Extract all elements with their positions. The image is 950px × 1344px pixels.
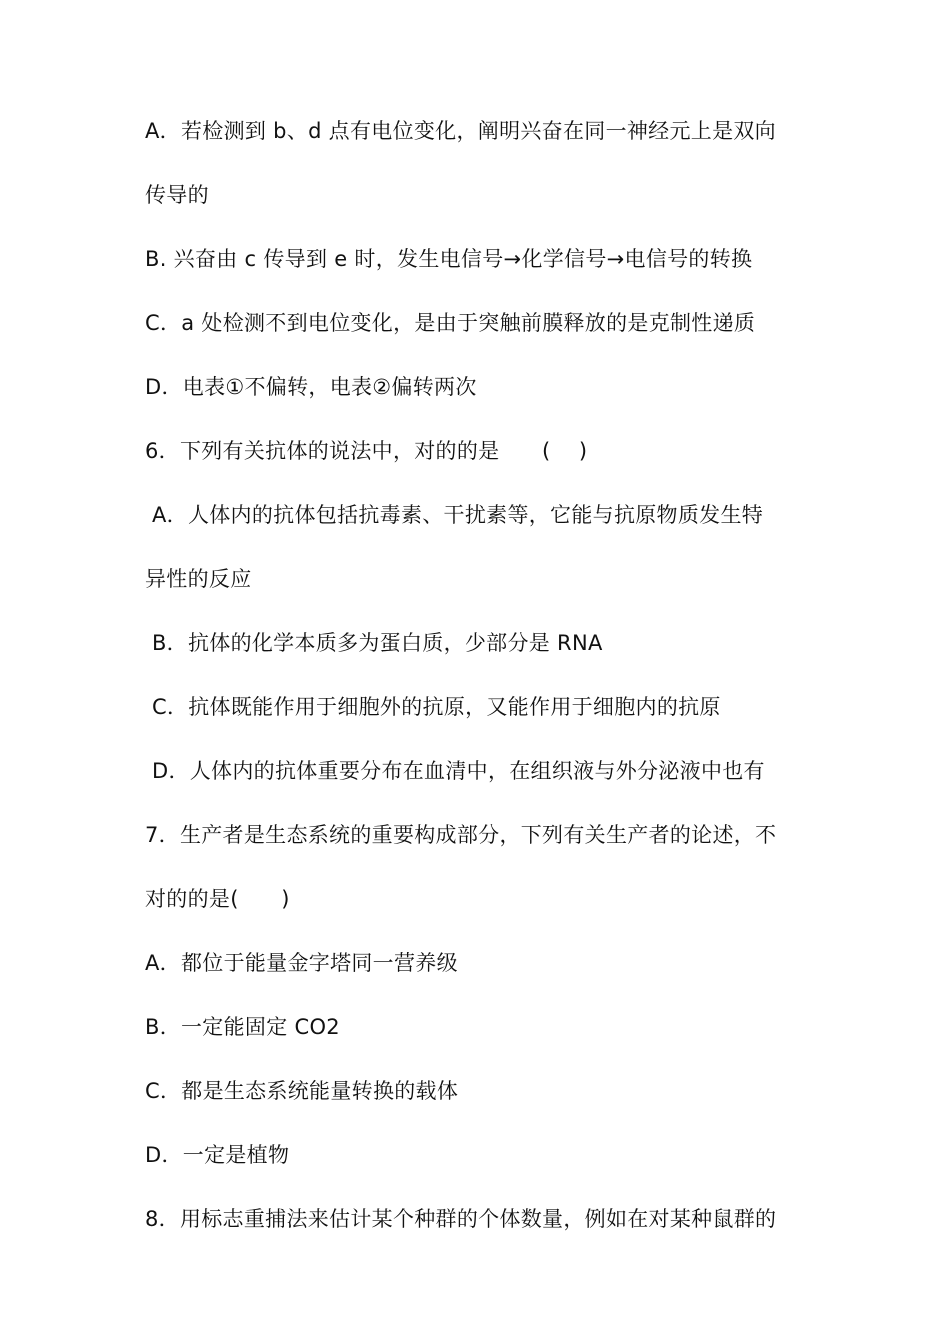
- option-a-q6-line2: 异性的反应: [145, 567, 252, 591]
- option-d-q7: D．一定是植物: [145, 1143, 290, 1167]
- question-7-line1: 7．生产者是生态系统的重要构成部分，下列有关生产者的论述，不: [145, 823, 777, 847]
- option-d-q5: D．电表①不偏转，电表②偏转两次: [145, 375, 477, 399]
- option-d-q6: D．人体内的抗体重要分布在血清中，在组织液与外分泌液中也有: [145, 759, 765, 783]
- option-b-q6: B．抗体的化学本质多为蛋白质，少部分是 RNA: [145, 631, 603, 655]
- option-c-q5: C．a 处检测不到电位变化，是由于突触前膜释放的是克制性递质: [145, 311, 756, 335]
- option-a-q5-line2: 传导的: [145, 183, 209, 207]
- option-b-q7: B．一定能固定 CO2: [145, 1015, 340, 1039]
- option-a-q6-line1: A．人体内的抗体包括抗毒素、干扰素等，它能与抗原物质发生特: [145, 503, 764, 527]
- question-8-line1: 8．用标志重捕法来估计某个种群的个体数量，例如在对某种鼠群的: [145, 1207, 777, 1231]
- option-a-q7: A．都位于能量金字塔同一营养级: [145, 951, 458, 975]
- option-a-q5-line1: A．若检测到 b、d 点有电位变化，阐明兴奋在同一神经元上是双向: [145, 119, 776, 143]
- option-b-q5: B. 兴奋由 c 传导到 e 时，发生电信号→化学信号→电信号的转换: [145, 247, 753, 271]
- question-7-line2: 对的的是( ): [145, 887, 290, 911]
- question-6: 6．下列有关抗体的说法中，对的的是 ( ): [145, 439, 588, 463]
- option-c-q6: C．抗体既能作用于细胞外的抗原，又能作用于细胞内的抗原: [145, 695, 721, 719]
- option-c-q7: C．都是生态系统能量转换的载体: [145, 1079, 459, 1103]
